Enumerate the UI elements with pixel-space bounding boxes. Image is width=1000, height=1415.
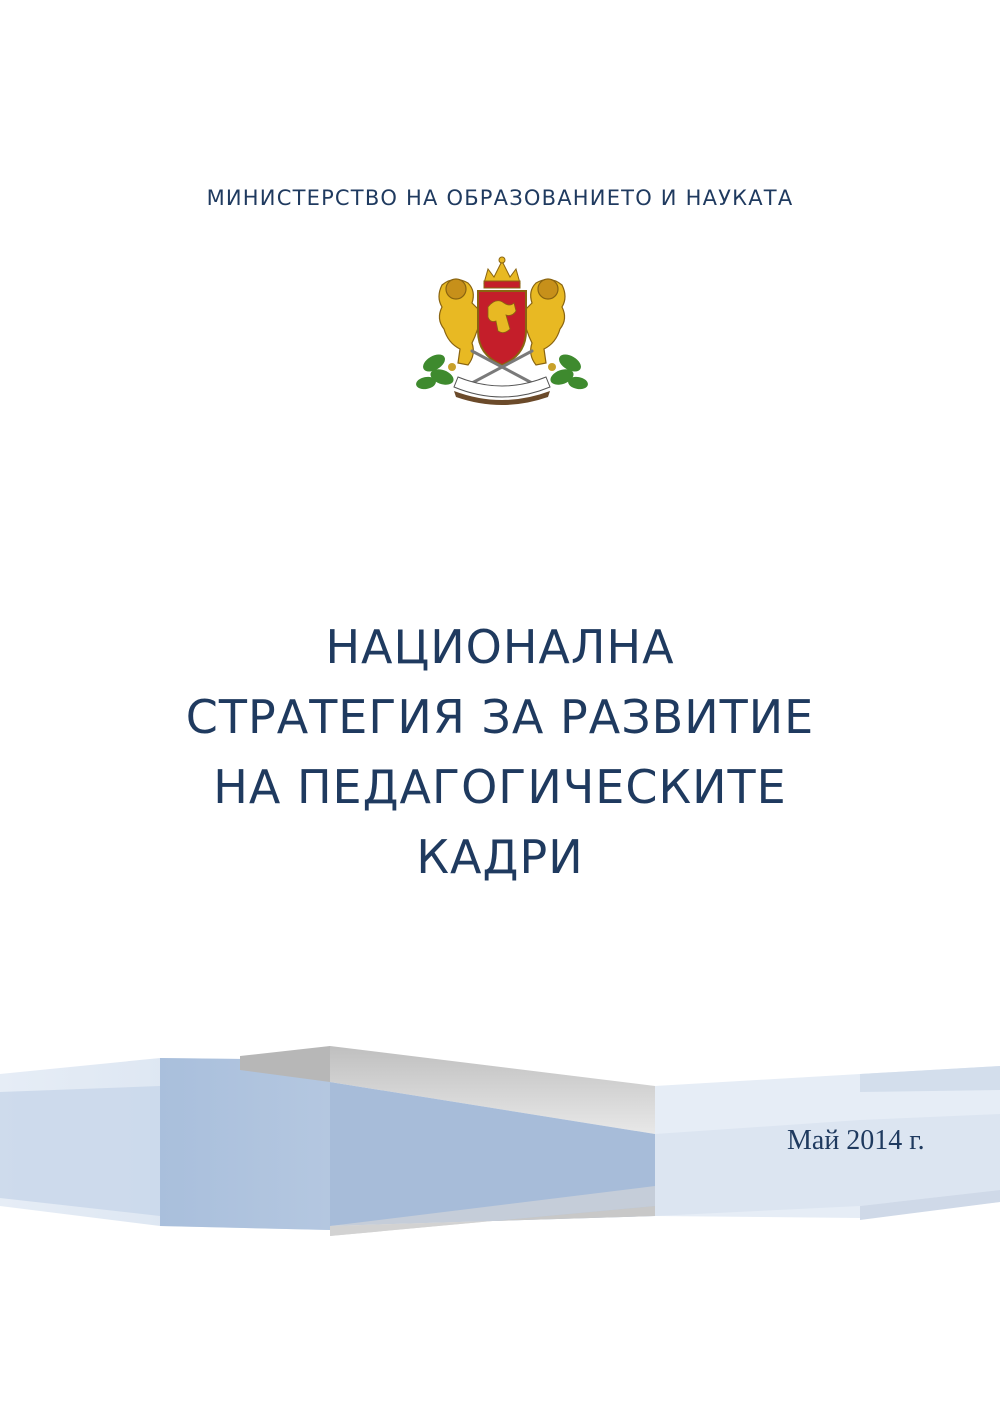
title-line: НА ПЕДАГОГИЧЕСКИТЕ [213,760,787,814]
title-line: СТРАТЕГИЯ ЗА РАЗВИТИЕ [185,690,815,744]
coat-of-arms-icon [412,255,592,410]
shield [478,291,526,365]
document-title [0,612,1000,892]
motto-ribbon [454,377,550,405]
crown [484,257,520,288]
ministry-name: МИНИСТЕРСТВО НА ОБРАЗОВАНИЕТО И НАУКАТА [206,186,794,210]
publication-date: Май 2014 г. [787,1125,925,1156]
title-line: КАДРИ [416,830,584,884]
title-line: НАЦИОНАЛНА [325,620,675,674]
